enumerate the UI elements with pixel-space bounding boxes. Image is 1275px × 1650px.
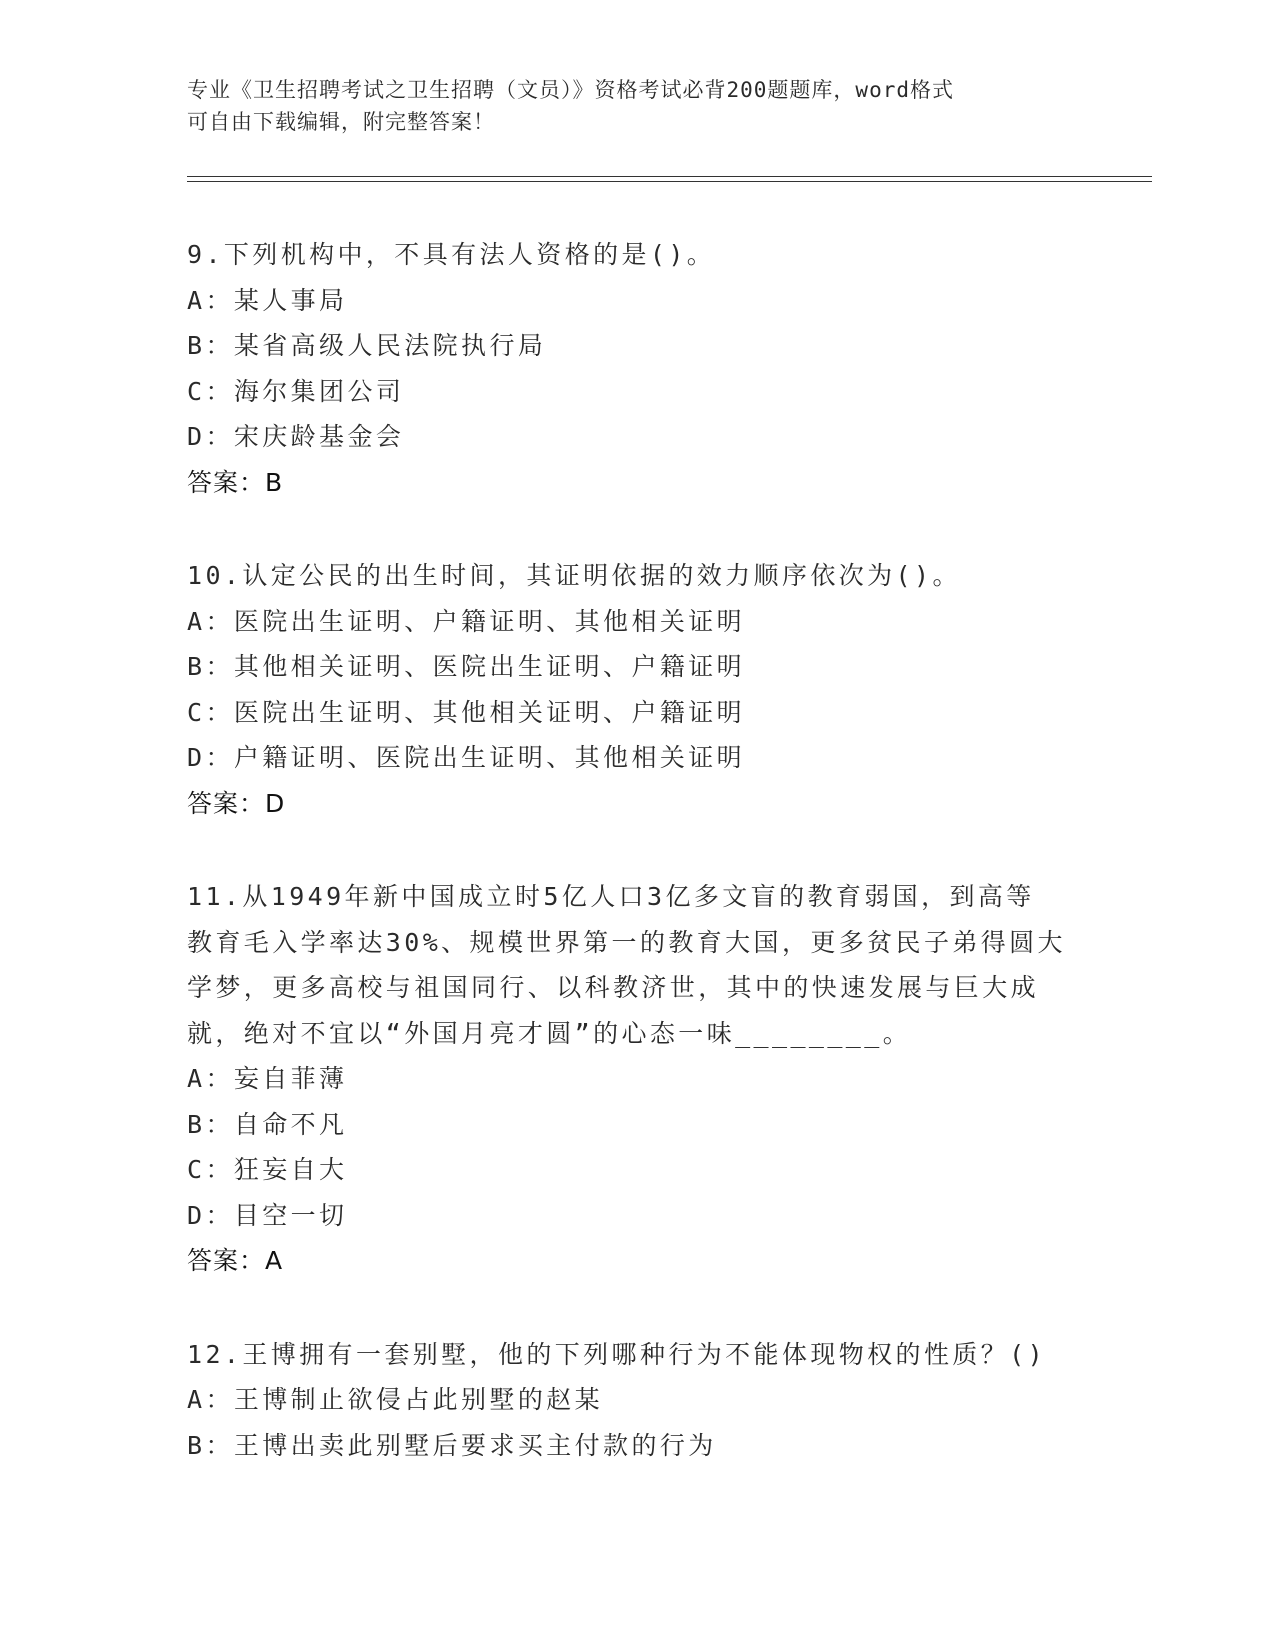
answer-option: B：其他相关证明、医院出生证明、户籍证明	[187, 652, 746, 681]
answer-key: 答案：A	[187, 1246, 284, 1275]
answer-option: B：自命不凡	[187, 1109, 348, 1139]
answer-option: B：某省高级人民法院执行局	[187, 331, 547, 360]
answer-option: A：王博制止欲侵占此别墅的赵某	[187, 1385, 604, 1414]
answer-option: D：户籍证明、医院出生证明、其他相关证明	[187, 743, 746, 772]
header-line-2: 可自由下载编辑，附完整答案！	[187, 110, 495, 134]
question-stem-line: 就，绝对不宜以“外国月亮才圆”的心态一味________。	[187, 1018, 912, 1048]
question-stem-line: 11.从1949年新中国成立时5亿人口3亿多文盲的教育弱国，到高等	[187, 882, 1035, 911]
answer-option: C：海尔集团公司	[187, 376, 405, 406]
header-divider-bottom	[187, 181, 1152, 182]
question-stem-line: 9.下列机构中，不具有法人资格的是()。	[187, 240, 716, 269]
question-stem-line: 10.认定公民的出生时间，其证明依据的效力顺序依次为()。	[187, 561, 961, 590]
question-stem-line: 学梦，更多高校与祖国同行、以科教济世，其中的快速发展与巨大成	[187, 973, 1040, 1002]
question-stem	[187, 874, 1087, 1056]
question-block	[187, 232, 1087, 505]
question-block	[187, 874, 1087, 1284]
answer-option: C：医院出生证明、其他相关证明、户籍证明	[187, 697, 746, 727]
answer-option: A：医院出生证明、户籍证明、其他相关证明	[187, 606, 746, 636]
answer-option: A：妄自菲薄	[187, 1064, 348, 1093]
question-block	[187, 553, 1087, 826]
question-block	[187, 1332, 1087, 1469]
answer-key: 答案：D	[187, 788, 286, 818]
answer-option: A：某人事局	[187, 285, 348, 315]
answer-key: 答案：B	[187, 467, 284, 497]
document-header	[187, 74, 1087, 138]
answer-option: C：狂妄自大	[187, 1155, 348, 1184]
answer-option: D：目空一切	[187, 1200, 348, 1230]
question-stem-line: 12.王博拥有一套别墅，他的下列哪种行为不能体现物权的性质？()	[187, 1339, 1047, 1369]
answer-option: D：宋庆龄基金会	[187, 422, 405, 451]
question-stem	[187, 553, 1087, 599]
question-list	[187, 232, 1087, 1516]
question-stem-line: 教育毛入学率达30%、规模世界第一的教育大国，更多贫民子弟得圆大	[187, 927, 1066, 957]
question-stem	[187, 232, 1087, 278]
header-divider-top	[187, 176, 1152, 177]
answer-option: B：王博出卖此别墅后要求买主付款的行为	[187, 1430, 717, 1460]
header-line-1: 专业《卫生招聘考试之卫生招聘（文员）》资格考试必背200题题库，word格式	[187, 78, 954, 102]
question-stem	[187, 1332, 1087, 1378]
